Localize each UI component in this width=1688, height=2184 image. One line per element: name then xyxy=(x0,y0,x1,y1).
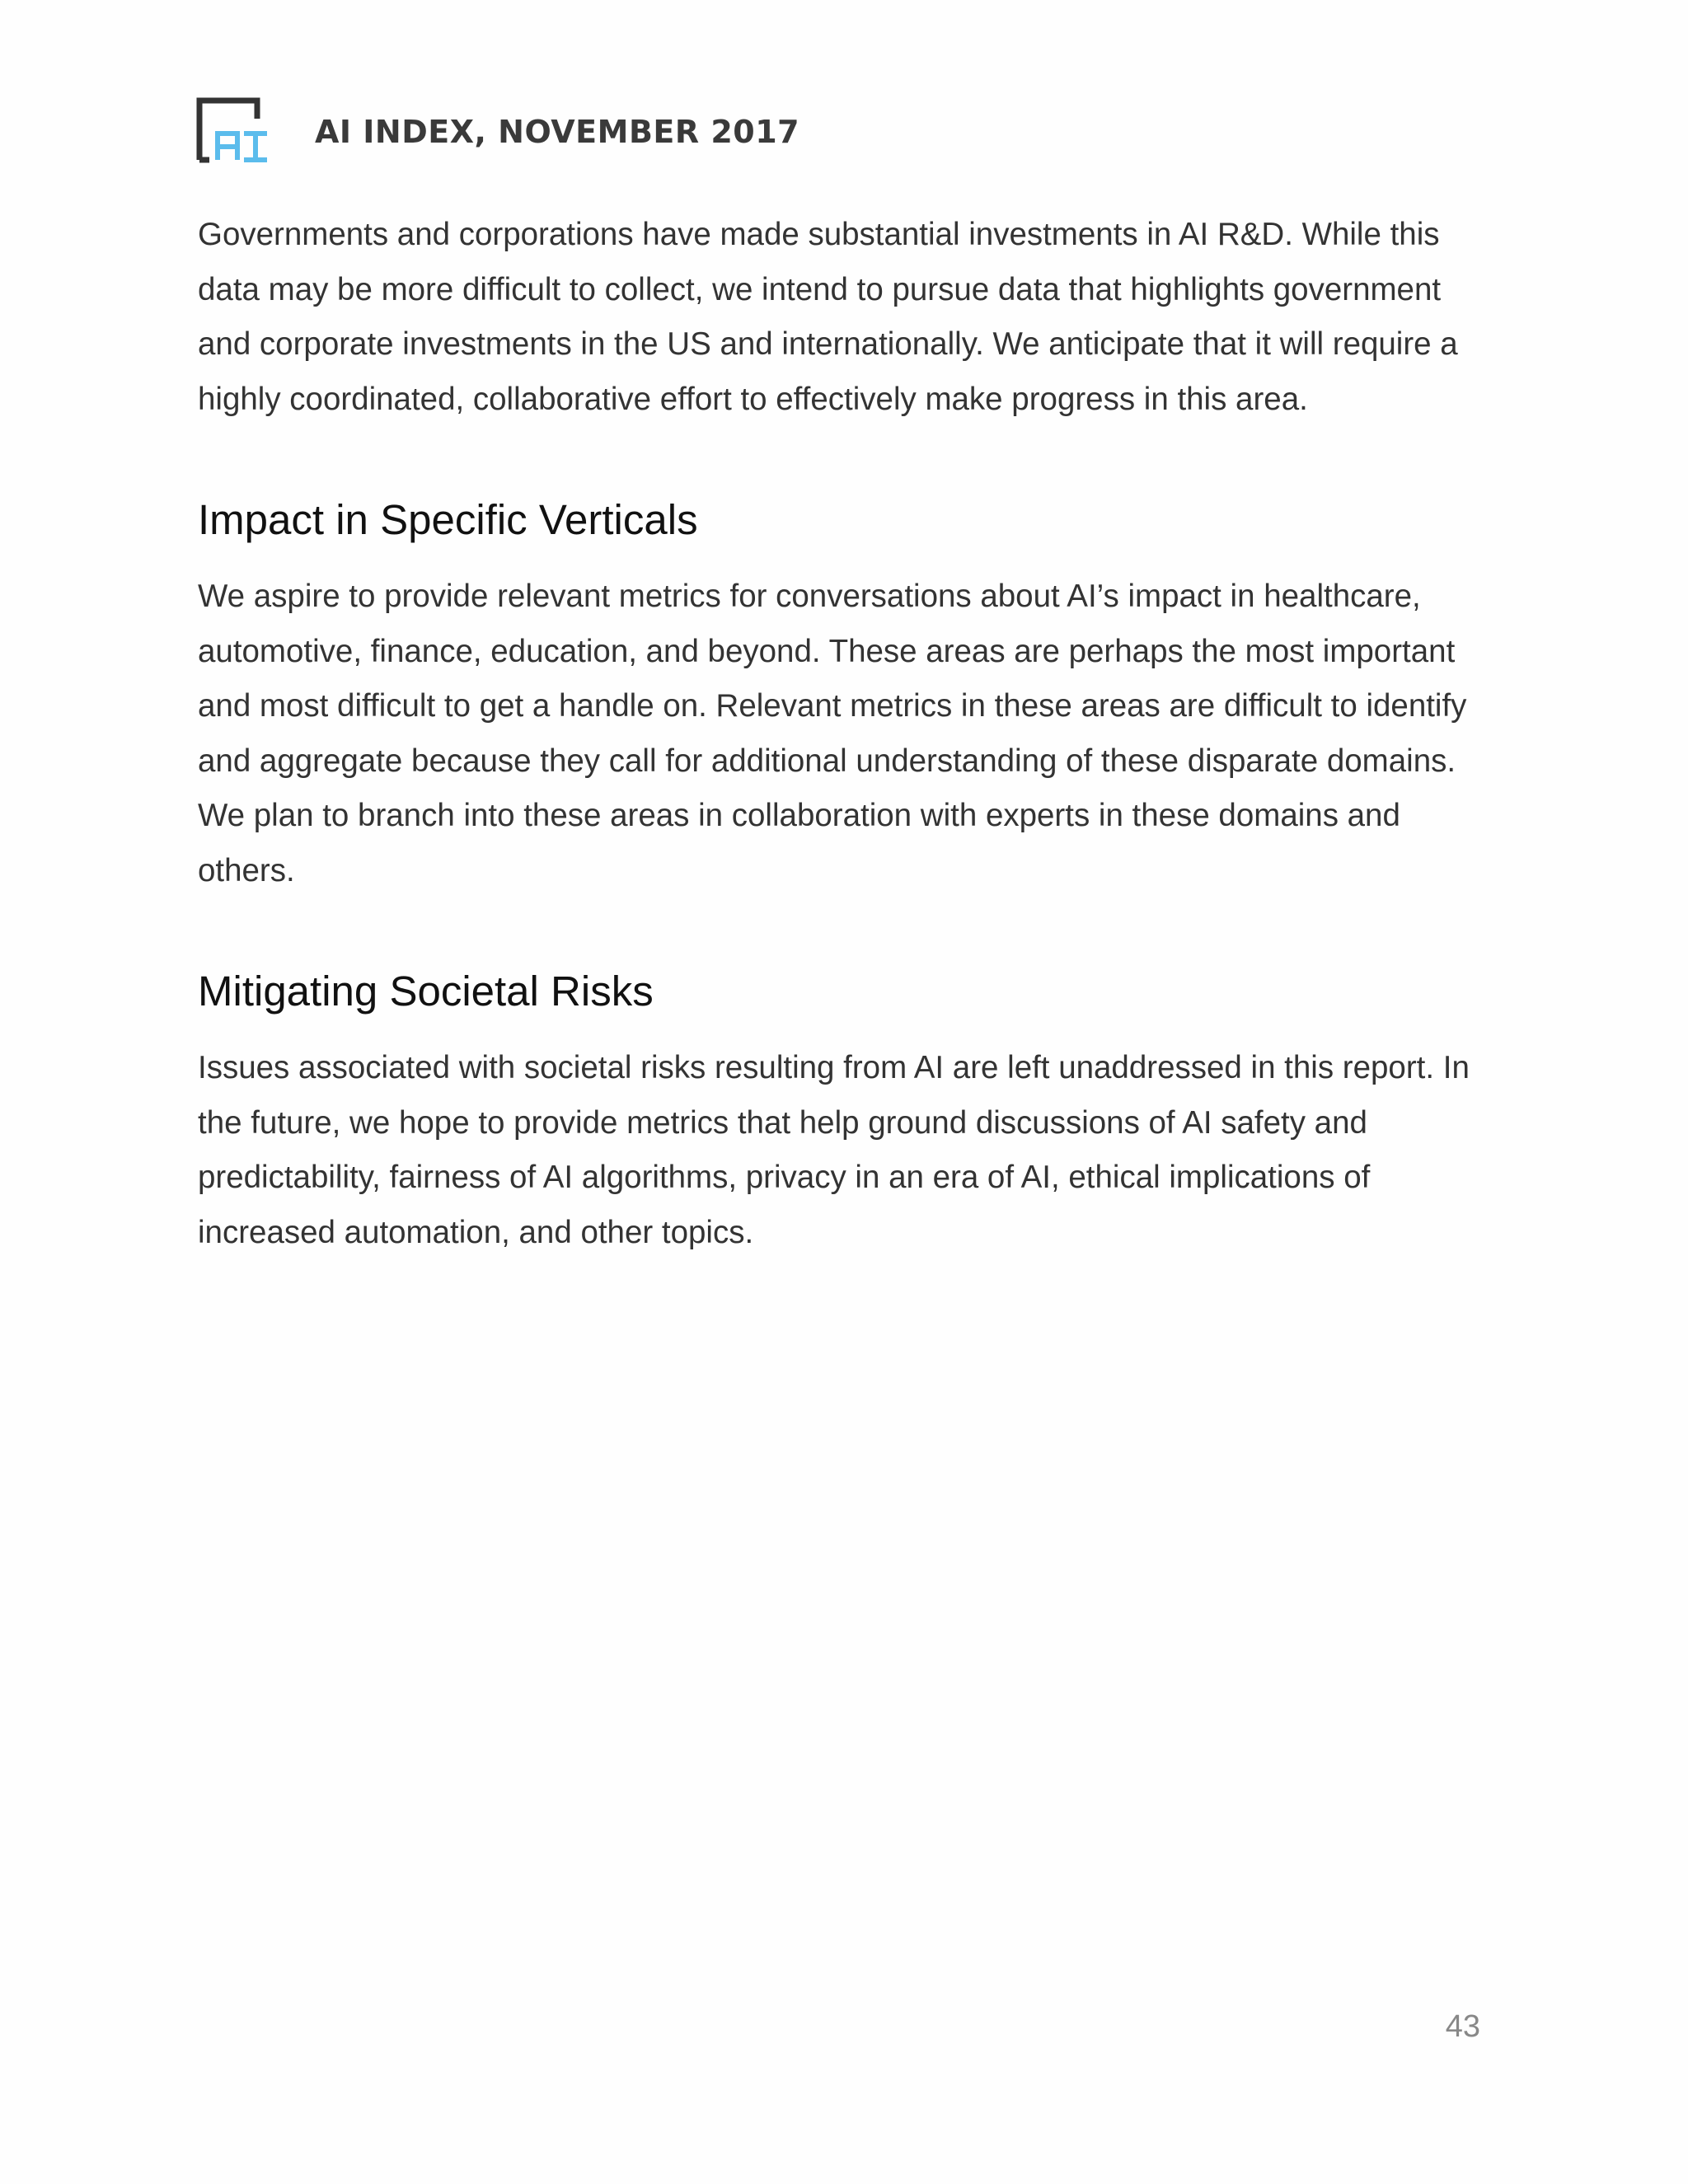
section-heading-risks: Mitigating Societal Risks xyxy=(198,968,654,1015)
page-header xyxy=(196,97,799,163)
risks-paragraph: Issues associated with societal risks resulting from AI are left unaddressed in this report. In the future, we hope to provide metrics that help ground discussions of AI safety and predictability, fairness of AI algorithms, privacy in an era of AI, ethical implications of increased automation, and other topics. xyxy=(198,1050,1470,1250)
page-content xyxy=(198,208,1500,1260)
section-heading-verticals: Impact in Specific Verticals xyxy=(198,496,698,543)
verticals-paragraph: We aspire to provide relevant metrics for conversations about AI’s impact in healthcare, automotive, finance, education, and beyond. These areas are perhaps the most important and most difficult to get a handle on. Relevant metrics in these areas are difficult to identify and aggregate because they call for additional understanding of these disparate domains. We plan to branch into these areas in collaboration with experts in these domains and others. xyxy=(198,579,1467,888)
ai-index-logo-icon xyxy=(196,97,270,163)
header-title: AI INDEX, NOVEMBER 2017 xyxy=(315,114,800,150)
intro-paragraph: Governments and corporations have made substantial investments in AI R&D. While this data may be more difficult to collect, we intend to pursue data that highlights government and corporate investments in the US and internationally. We anticipate that it will require a highly coordinated, collaborative effort to effectively make progress in this area. xyxy=(198,217,1458,417)
page-number: 43 xyxy=(1445,2009,1480,2044)
